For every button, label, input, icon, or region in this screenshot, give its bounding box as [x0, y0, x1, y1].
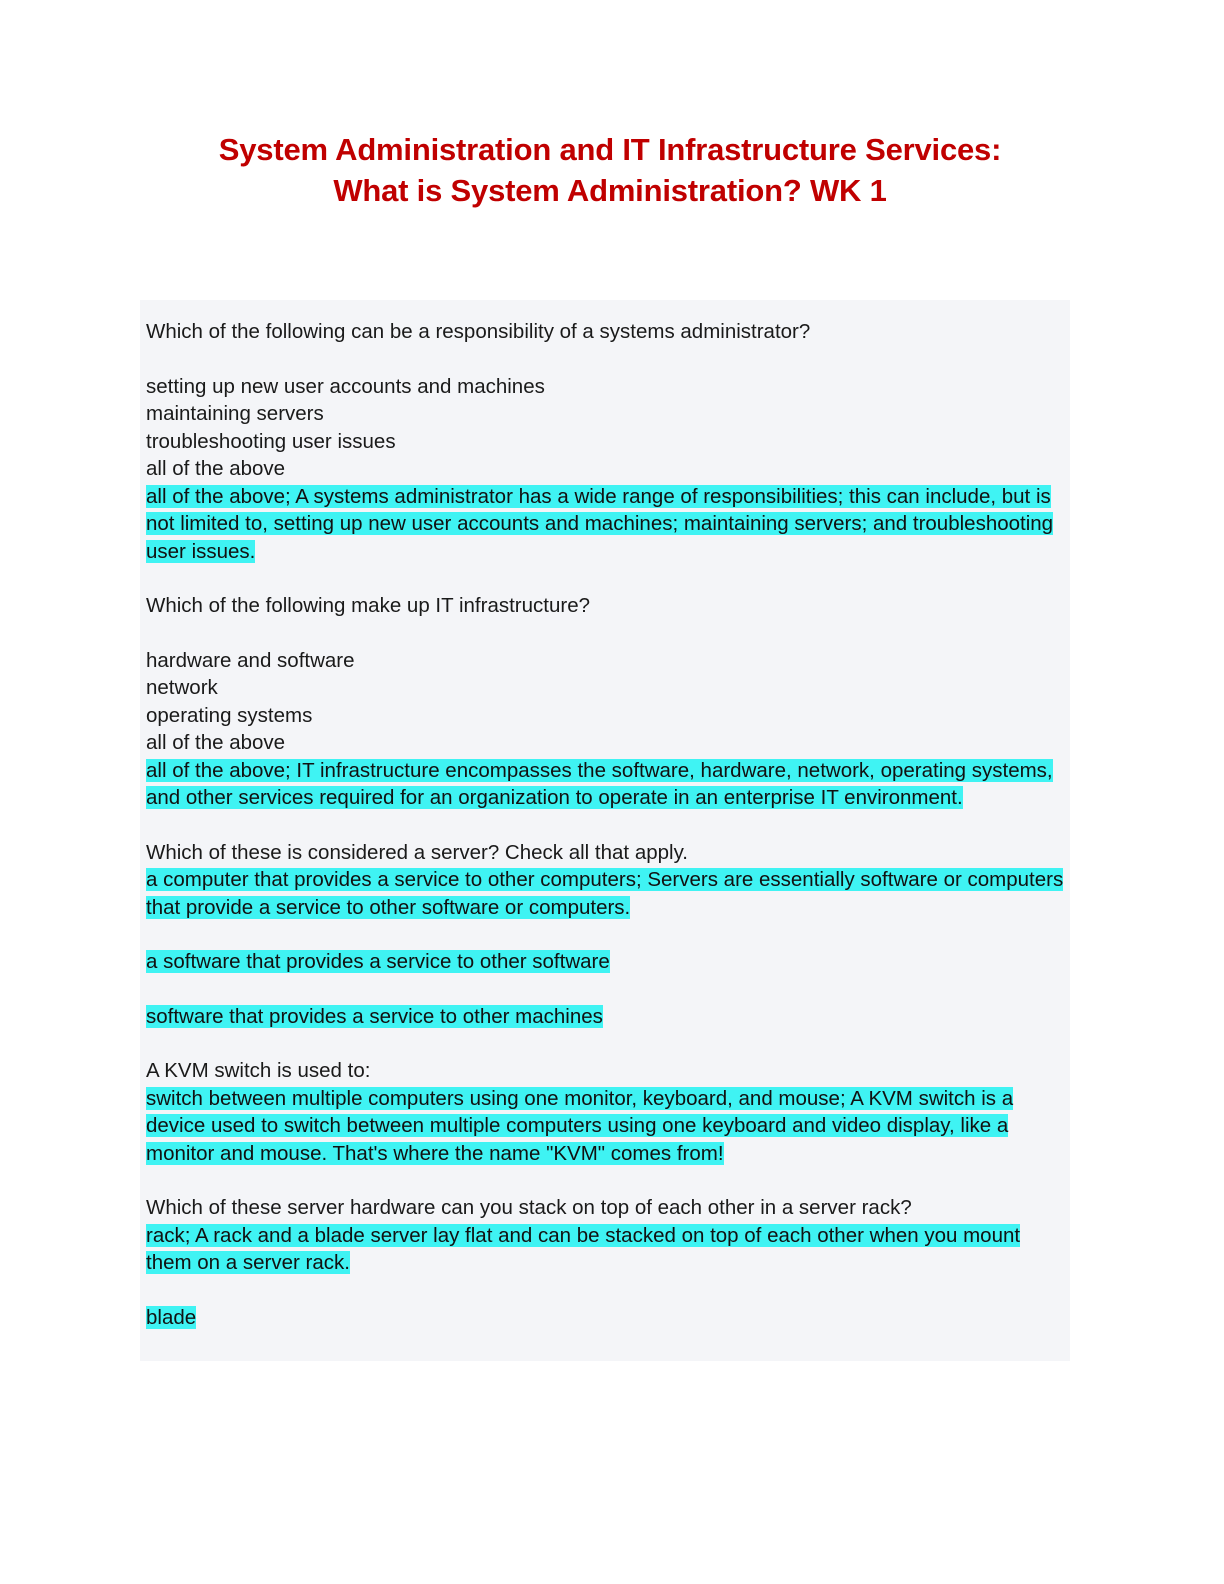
- option-text: a software that provides a service to other software: [146, 950, 610, 973]
- qa-block-1: [142, 318, 1068, 565]
- option-text: troubleshooting user issues: [146, 429, 396, 453]
- option-text: software that provides a service to other machines: [146, 1004, 603, 1028]
- option-text: blade: [146, 1305, 197, 1329]
- question-text: Which of the following make up IT infrastructure?: [146, 594, 590, 617]
- spacer: [144, 976, 1068, 1003]
- question-text: A KVM switch is used to:: [146, 1059, 371, 1082]
- option-text: operating systems: [146, 703, 313, 727]
- page-title-line-2: What is System Administration? WK 1: [333, 172, 887, 208]
- spacer: [142, 812, 1068, 839]
- option-text: network: [146, 676, 218, 699]
- option-text: setting up new user accounts and machines: [146, 374, 545, 398]
- answer-text: all of the above; IT infrastructure encompasses the software, hardware, network, operating systems, and other services required for an organization to operate in an enterprise IT environment.: [146, 758, 1053, 809]
- option-text: maintaining servers: [146, 402, 324, 425]
- question-text: Which of these is considered a server? Check all that apply.: [146, 840, 688, 864]
- spacer: [144, 620, 1068, 647]
- answer-text: a computer that provides a service to other computers; Servers are essentially software or computers that provide a service to other software or computers.: [146, 868, 1064, 919]
- answer-text: switch between multiple computers using one monitor, keyboard, and mouse; A KVM switch is a device used to switch between multiple computers using one keyboard and video display, like a monitor and mouse. That's where the name "KVM" comes from!: [146, 1086, 1014, 1165]
- spacer: [144, 921, 1068, 948]
- question-text: Which of the following can be a responsibility of a systems administrator?: [146, 320, 811, 343]
- spacer: [144, 1277, 1068, 1304]
- page-title-line-1: System Administration and IT Infrastructure Services:: [218, 132, 1002, 167]
- qa-block-5: [142, 1194, 1068, 1331]
- spacer: [142, 1030, 1068, 1057]
- qa-block-3: [142, 839, 1068, 1031]
- spacer: [142, 565, 1068, 592]
- option-text: all of the above: [146, 731, 286, 754]
- question-text: Which of these server hardware can you stack on top of each other in a server rack?: [146, 1196, 912, 1219]
- qa-block-4: [142, 1057, 1068, 1167]
- qa-block-2: [142, 592, 1068, 812]
- page-title: [140, 130, 1080, 212]
- answer-text: rack; A rack and a blade server lay flat and can be stacked on top of each other when you mount them on a server rack.: [146, 1223, 1021, 1274]
- option-text: hardware and software: [146, 648, 355, 672]
- spacer: [142, 1167, 1068, 1194]
- answer-text: all of the above; A systems administrator has a wide range of responsibilities; this can include, but is not limited to, setting up new user accounts and machines; maintaining servers; and troubleshooting user issues.: [146, 484, 1054, 563]
- spacer: [144, 346, 1068, 373]
- option-text: all of the above: [146, 457, 286, 480]
- document-body: [140, 300, 1070, 1361]
